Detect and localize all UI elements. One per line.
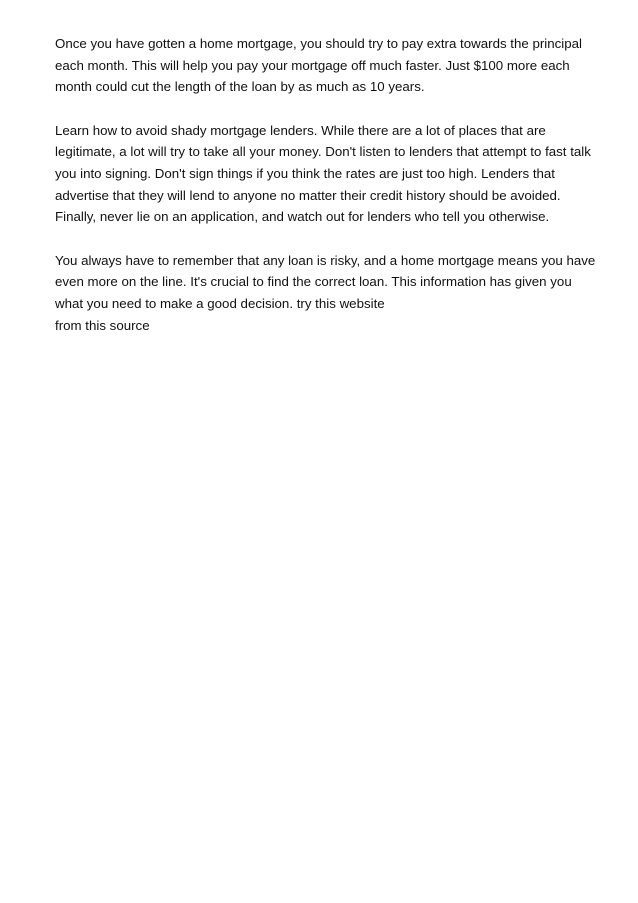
text-line: You always have to remember that any loan is risky, and a home mortgage means you have <box>55 252 596 268</box>
document-body <box>55 33 596 358</box>
paragraph-shady-lenders <box>55 120 590 228</box>
paragraph-loan-risk <box>55 250 596 336</box>
text-line: Finally, never lie on an application, and watch out for lenders who tell you otherwise. <box>55 209 550 225</box>
text-line: each month. This will help you pay your mortgage off much faster. Just $100 more each <box>55 57 570 73</box>
text-line: month could cut the length of the loan by as much as 10 years. <box>55 79 425 95</box>
text-line: advertise that they will lend to anyone no matter their credit history should be avoided. <box>55 187 561 203</box>
text-line: you into signing. Don't sign things if you think the rates are just too high. Lenders that <box>55 165 555 181</box>
text-line: Learn how to avoid shady mortgage lenders. While there are a lot of places that are <box>55 122 546 138</box>
text-line: Once you have gotten a home mortgage, you should try to pay extra towards the principal <box>55 36 583 51</box>
text-line: what you need to make a good decision. try this website <box>55 295 385 311</box>
paragraph-extra-principal <box>55 33 590 98</box>
text-line: even more on the line. It's crucial to find the correct loan. This information has given you <box>55 274 572 290</box>
text-line: legitimate, a lot will try to take all your money. Don't listen to lenders that attempt to fast talk <box>55 144 591 160</box>
source-link[interactable]: from this source <box>55 317 150 333</box>
